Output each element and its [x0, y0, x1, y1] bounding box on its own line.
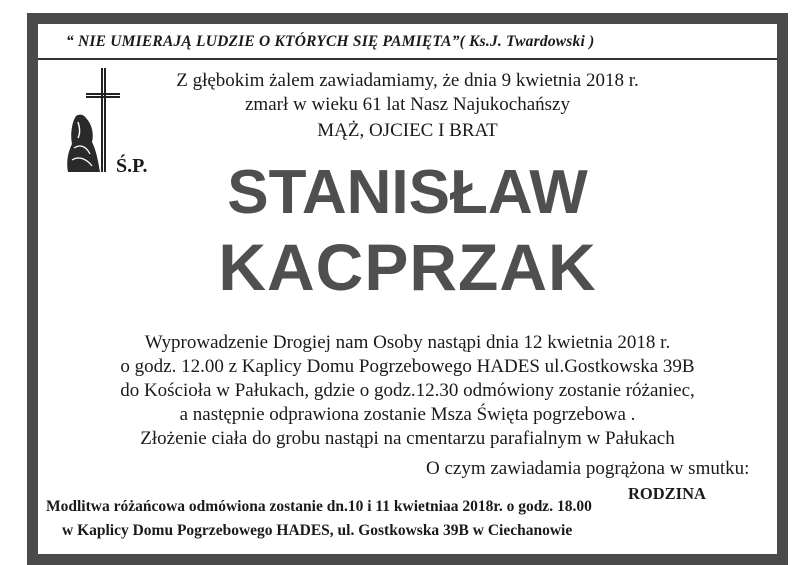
quote-text: “ NIE UMIERAJĄ LUDZIE O KTÓRYCH SIĘ PAMIĘTA”: [66, 33, 460, 50]
ceremony-line-5: Złożenie ciała do grobu nastąpi na cmentarzu parafialnym w Pałukach: [140, 428, 675, 449]
quote-divider: [38, 58, 777, 60]
quote-line: [66, 33, 594, 51]
mourners-intro: O czym zawiadamia pogrążona w smutku:: [426, 458, 750, 479]
sp-label: Ś.P.: [116, 155, 148, 177]
mourners-family: RODZINA: [628, 484, 706, 503]
ceremony-line-1: Wyprowadzenie Drogiej nam Osoby nastąpi dnia 12 kwietnia 2018 r.: [144, 332, 671, 353]
deceased-last-name: KACPRZAK: [218, 230, 597, 304]
ceremony-line-3: do Kościoła w Pałukach, gdzie o godz.12.30 odmówiony zostanie różaniec,: [120, 380, 695, 401]
intro-line-2: zmarł w wieku 61 lat Nasz Najukochańszy: [244, 94, 570, 115]
quote-author: ( Ks.J. Twardowski ): [459, 33, 595, 50]
obituary-frame: [27, 13, 788, 565]
intro-line-3: MĄŻ, OJCIEC I BRAT: [317, 120, 498, 141]
ceremony-line-4: a następnie odprawiona zostanie Msza Święta pogrzebowa .: [179, 404, 636, 425]
prayer-line-2: w Kaplicy Domu Pogrzebowego HADES, ul. Gostkowska 39B w Ciechanowie: [62, 522, 573, 539]
intro-line-1: Z głębokim żalem zawiadamiamy, że dnia 9 kwietnia 2018 r.: [176, 70, 639, 91]
deceased-first-name: STANISŁAW: [227, 158, 588, 227]
ceremony-line-2: o godz. 12.00 z Kaplicy Domu Pogrzebowego HADES ul.Gostkowska 39B: [120, 356, 695, 377]
prayer-line-1: Modlitwa różańcowa odmówiona zostanie dn.10 i 11 kwietniaa 2018r. o godz. 18.00: [46, 498, 592, 515]
